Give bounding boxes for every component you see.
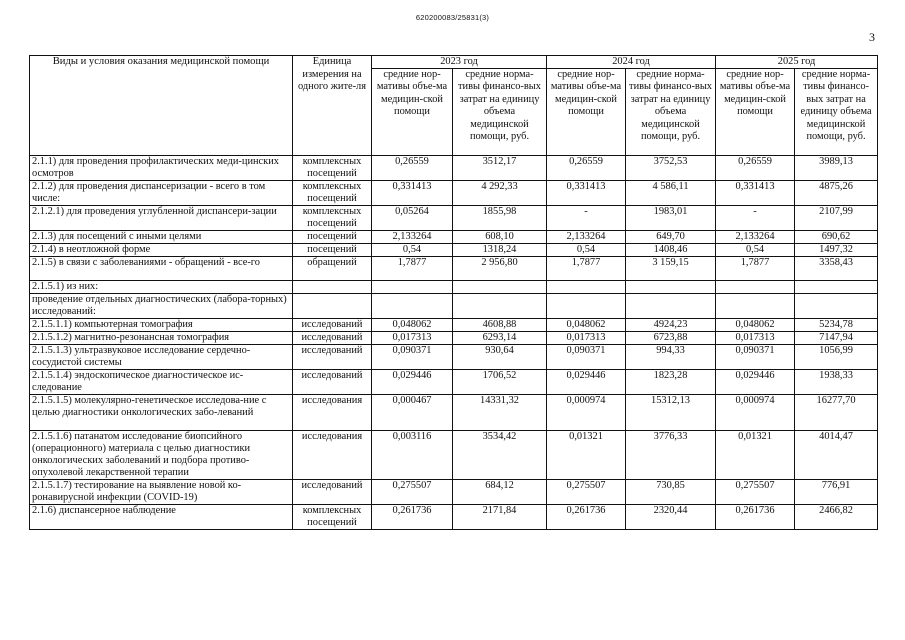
- value-cost-2025: [795, 294, 878, 319]
- table-row: [30, 395, 878, 431]
- table-row: [30, 181, 878, 206]
- value-cost-2025: 2466,82: [795, 505, 878, 530]
- value-volume-2023: [372, 294, 453, 319]
- row-unit: исследований: [293, 480, 372, 505]
- value-cost-2024: 649,70: [626, 231, 716, 244]
- value-volume-2025: 0,275507: [716, 480, 795, 505]
- value-volume-2024: 0,090371: [547, 345, 626, 370]
- table-row: [30, 231, 878, 244]
- value-cost-2023: [453, 281, 547, 294]
- table-row: [30, 431, 878, 480]
- medical-norms-table: [29, 55, 878, 530]
- table-body: [30, 156, 878, 530]
- value-cost-2023: 3512,17: [453, 156, 547, 181]
- row-unit: комплексных посещений: [293, 181, 372, 206]
- document-id: 620200083/25831(3): [415, 13, 490, 22]
- value-cost-2025: 1056,99: [795, 345, 878, 370]
- row-description: 2.1.4) в неотложной форме: [30, 244, 293, 257]
- row-description: 2.1.5.1.5) молекулярно-генетическое исследова-ние с целью диагностики онкологических забо-леваний: [30, 395, 293, 431]
- value-volume-2023: 0,000467: [372, 395, 453, 431]
- header-type-of-care: Виды и условия оказания медицинской помощи: [30, 56, 293, 156]
- row-unit: [293, 294, 372, 319]
- row-unit: исследований: [293, 345, 372, 370]
- value-volume-2023: 0,029446: [372, 370, 453, 395]
- value-volume-2024: 0,029446: [547, 370, 626, 395]
- value-cost-2023: 4608,88: [453, 319, 547, 332]
- value-cost-2023: 6293,14: [453, 332, 547, 345]
- value-volume-2024: 0,048062: [547, 319, 626, 332]
- value-cost-2024: 4 586,11: [626, 181, 716, 206]
- row-description: 2.1.1) для проведения профилактических меди-цинских осмотров: [30, 156, 293, 181]
- table-row: [30, 281, 878, 294]
- row-description: 2.1.6) диспансерное наблюдение: [30, 505, 293, 530]
- table-row: [30, 370, 878, 395]
- value-cost-2024: [626, 281, 716, 294]
- row-unit: исследований: [293, 332, 372, 345]
- value-cost-2024: 4924,23: [626, 319, 716, 332]
- value-cost-2023: [453, 294, 547, 319]
- value-volume-2024: 0,54: [547, 244, 626, 257]
- value-volume-2023: 0,54: [372, 244, 453, 257]
- value-cost-2023: 684,12: [453, 480, 547, 505]
- value-volume-2025: 0,090371: [716, 345, 795, 370]
- value-volume-2023: 1,7877: [372, 257, 453, 281]
- value-cost-2025: 1938,33: [795, 370, 878, 395]
- value-cost-2025: 1497,32: [795, 244, 878, 257]
- header-cost-norm: средние норма-тивы финансо-вых затрат на единицу объема медицинской помощи, руб.: [795, 69, 878, 156]
- value-cost-2025: 690,62: [795, 231, 878, 244]
- table-row: [30, 244, 878, 257]
- header-cost-norm: средние норма-тивы финансо-вых затрат на единицу объема медицинской помощи, руб.: [626, 69, 716, 156]
- value-cost-2025: 3358,43: [795, 257, 878, 281]
- value-cost-2025: 3989,13: [795, 156, 878, 181]
- value-cost-2024: 994,33: [626, 345, 716, 370]
- value-volume-2023: 0,048062: [372, 319, 453, 332]
- row-description: 2.1.5.1.3) ультразвуковое исследование сердечно-сосудистой системы: [30, 345, 293, 370]
- value-cost-2024: 6723,88: [626, 332, 716, 345]
- value-volume-2025: 0,017313: [716, 332, 795, 345]
- value-volume-2024: 0,000974: [547, 395, 626, 431]
- value-volume-2025: -: [716, 206, 795, 231]
- value-volume-2024: 0,01321: [547, 431, 626, 480]
- table-row: [30, 319, 878, 332]
- table-row: [30, 206, 878, 231]
- value-volume-2025: 2,133264: [716, 231, 795, 244]
- value-cost-2024: 730,85: [626, 480, 716, 505]
- value-volume-2025: 0,01321: [716, 431, 795, 480]
- value-volume-2024: [547, 281, 626, 294]
- row-unit: комплексных посещений: [293, 206, 372, 231]
- value-cost-2024: 1408,46: [626, 244, 716, 257]
- value-volume-2025: 0,048062: [716, 319, 795, 332]
- value-cost-2025: 5234,78: [795, 319, 878, 332]
- header-year-2024: 2024 год: [547, 56, 716, 69]
- row-description: 2.1.5.1.4) эндоскопическое диагностическое ис-следование: [30, 370, 293, 395]
- row-unit: исследований: [293, 370, 372, 395]
- value-volume-2025: 0,261736: [716, 505, 795, 530]
- value-volume-2023: 0,003116: [372, 431, 453, 480]
- row-unit: [293, 281, 372, 294]
- value-volume-2025: 0,029446: [716, 370, 795, 395]
- value-cost-2023: 2 956,80: [453, 257, 547, 281]
- value-cost-2025: 776,91: [795, 480, 878, 505]
- row-description: 2.1.5.1.7) тестирование на выявление новой ко-ронавирусной инфекции (COVID-19): [30, 480, 293, 505]
- value-cost-2025: 4014,47: [795, 431, 878, 480]
- row-description: проведение отдельных диагностических (лабора-торных) исследований:: [30, 294, 293, 319]
- header-year-2023: 2023 год: [372, 56, 547, 69]
- value-cost-2023: 3534,42: [453, 431, 547, 480]
- value-volume-2025: 0,26559: [716, 156, 795, 181]
- value-volume-2023: 0,331413: [372, 181, 453, 206]
- value-cost-2023: 2171,84: [453, 505, 547, 530]
- row-description: 2.1.5.1.6) патанатом исследование биопсийного (операционного) материала с целью диагностики онкологических заболеваний и подбора противо-опухолевой лекарственной терапии: [30, 431, 293, 480]
- value-cost-2025: 2107,99: [795, 206, 878, 231]
- value-volume-2023: 0,05264: [372, 206, 453, 231]
- value-cost-2024: 3 159,15: [626, 257, 716, 281]
- value-cost-2025: [795, 281, 878, 294]
- value-volume-2023: 0,017313: [372, 332, 453, 345]
- value-volume-2025: [716, 294, 795, 319]
- value-volume-2024: [547, 294, 626, 319]
- table-row: [30, 332, 878, 345]
- row-unit: исследования: [293, 395, 372, 431]
- value-volume-2024: 0,26559: [547, 156, 626, 181]
- row-description: 2.1.5.1.1) компьютерная томография: [30, 319, 293, 332]
- value-volume-2023: [372, 281, 453, 294]
- value-volume-2023: 0,261736: [372, 505, 453, 530]
- header-volume-norm: средние нор-мативы объе-ма медицин-ской помощи: [547, 69, 626, 156]
- value-cost-2023: 14331,32: [453, 395, 547, 431]
- value-cost-2025: 16277,70: [795, 395, 878, 431]
- row-unit: посещений: [293, 244, 372, 257]
- row-description: 2.1.2.1) для проведения углубленной диспансери-зации: [30, 206, 293, 231]
- header-cost-norm: средние норма-тивы финансо-вых затрат на единицу объема медицинской помощи, руб.: [453, 69, 547, 156]
- value-volume-2024: 0,331413: [547, 181, 626, 206]
- table-row: [30, 156, 878, 181]
- value-volume-2024: 2,133264: [547, 231, 626, 244]
- value-volume-2025: 1,7877: [716, 257, 795, 281]
- table-row: [30, 345, 878, 370]
- header-unit: Единица измерения на одного жите-ля: [293, 56, 372, 156]
- row-unit: исследований: [293, 319, 372, 332]
- value-cost-2023: 4 292,33: [453, 181, 547, 206]
- header-year-2025: 2025 год: [716, 56, 878, 69]
- value-cost-2024: 15312,13: [626, 395, 716, 431]
- value-volume-2025: 0,000974: [716, 395, 795, 431]
- row-description: 2.1.5.1) из них:: [30, 281, 293, 294]
- value-cost-2024: 1823,28: [626, 370, 716, 395]
- row-unit: посещений: [293, 231, 372, 244]
- value-cost-2025: 7147,94: [795, 332, 878, 345]
- value-cost-2023: 930,64: [453, 345, 547, 370]
- value-volume-2023: 0,275507: [372, 480, 453, 505]
- row-description: 2.1.3) для посещений с иными целями: [30, 231, 293, 244]
- row-unit: обращений: [293, 257, 372, 281]
- page-number: 3: [869, 30, 875, 44]
- row-unit: комплексных посещений: [293, 156, 372, 181]
- row-description: 2.1.5) в связи с заболеваниями - обращений - все-го: [30, 257, 293, 281]
- value-cost-2024: 1983,01: [626, 206, 716, 231]
- value-cost-2024: 3752,53: [626, 156, 716, 181]
- value-volume-2025: 0,331413: [716, 181, 795, 206]
- row-description: 2.1.2) для проведения диспансеризации - всего в том числе:: [30, 181, 293, 206]
- value-volume-2025: [716, 281, 795, 294]
- header-volume-norm: средние нор-мативы объе-ма медицин-ской помощи: [716, 69, 795, 156]
- value-volume-2023: 0,090371: [372, 345, 453, 370]
- value-volume-2024: 0,017313: [547, 332, 626, 345]
- value-volume-2024: 1,7877: [547, 257, 626, 281]
- value-cost-2024: [626, 294, 716, 319]
- value-cost-2023: 1855,98: [453, 206, 547, 231]
- value-volume-2024: -: [547, 206, 626, 231]
- value-cost-2023: 1318,24: [453, 244, 547, 257]
- row-unit: исследования: [293, 431, 372, 480]
- table-row: [30, 505, 878, 530]
- table-row: [30, 480, 878, 505]
- value-cost-2023: 608,10: [453, 231, 547, 244]
- value-volume-2023: 0,26559: [372, 156, 453, 181]
- table-row: [30, 294, 878, 319]
- row-description: 2.1.5.1.2) магнитно-резонансная томография: [30, 332, 293, 345]
- value-volume-2025: 0,54: [716, 244, 795, 257]
- value-cost-2024: 2320,44: [626, 505, 716, 530]
- value-cost-2023: 1706,52: [453, 370, 547, 395]
- value-volume-2024: 0,275507: [547, 480, 626, 505]
- header-volume-norm: средние нор-мативы объе-ма медицин-ской помощи: [372, 69, 453, 156]
- row-unit: комплексных посещений: [293, 505, 372, 530]
- value-cost-2025: 4875,26: [795, 181, 878, 206]
- value-volume-2023: 2,133264: [372, 231, 453, 244]
- value-volume-2024: 0,261736: [547, 505, 626, 530]
- table-row: [30, 257, 878, 281]
- value-cost-2024: 3776,33: [626, 431, 716, 480]
